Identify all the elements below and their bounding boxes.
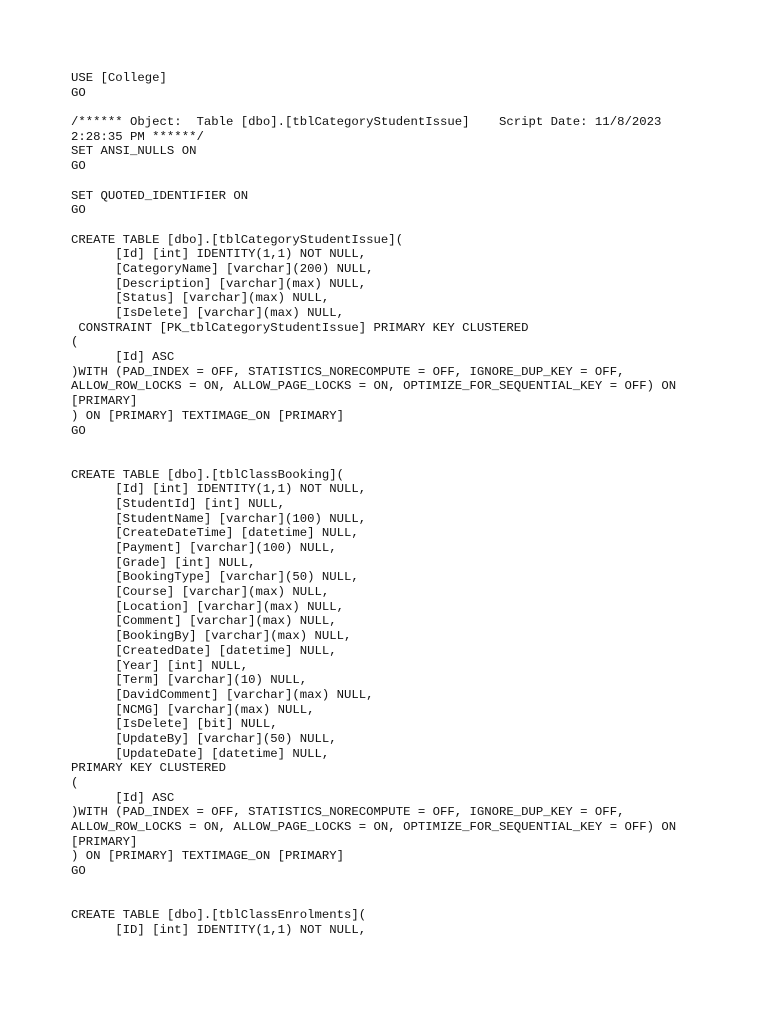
code-line: [Term] [varchar](10) NULL, [71,673,308,688]
code-line: [Id] ASC [71,350,175,365]
code-line: CREATE TABLE [dbo].[tblClassEnrolments]( [71,908,367,923]
code-line: [Grade] [int] NULL, [71,555,256,570]
code-line: [CreatedDate] [datetime] NULL, [71,643,337,658]
code-line: [NCMG] [varchar](max) NULL, [71,702,315,717]
code-line [71,218,751,233]
code-line: ALLOW_ROW_LOCKS = ON, ALLOW_PAGE_LOCKS = ON, OPTIMIZE_FOR_SEQUENTIAL_KEY = OFF) ON [71,820,677,835]
code-line: [Status] [varchar](max) NULL, [71,291,330,306]
code-line: [UpdateBy] [varchar](50) NULL, [71,731,337,746]
sql-script [71,71,751,938]
code-line [71,453,751,468]
code-line: )WITH (PAD_INDEX = OFF, STATISTICS_NORECOMPUTE = OFF, IGNORE_DUP_KEY = OFF, [71,364,625,379]
code-line [71,879,751,894]
document-page [71,71,751,1011]
code-line: 2:28:35 PM ******/ [71,129,204,144]
code-line: [Id] ASC [71,790,175,805]
code-line: [Comment] [varchar](max) NULL, [71,614,337,629]
code-line: [Year] [int] NULL, [71,658,249,673]
code-line: GO [71,864,86,879]
code-line: ALLOW_ROW_LOCKS = ON, ALLOW_PAGE_LOCKS = ON, OPTIMIZE_FOR_SEQUENTIAL_KEY = OFF) ON [71,379,677,394]
code-line: [StudentId] [int] NULL, [71,496,286,511]
code-line: [Id] [int] IDENTITY(1,1) NOT NULL, [71,247,367,262]
code-line: GO [71,423,86,438]
code-line: CONSTRAINT [PK_tblCategoryStudentIssue] PRIMARY KEY CLUSTERED [71,320,529,335]
code-line: [BookingType] [varchar](50) NULL, [71,570,359,585]
code-line: [CreateDateTime] [datetime] NULL, [71,526,359,541]
code-line: [Description] [varchar](max) NULL, [71,276,367,291]
code-line: SET QUOTED_IDENTIFIER ON [71,188,249,203]
code-line: CREATE TABLE [dbo].[tblCategoryStudentIssue]( [71,232,404,247]
code-line: [ID] [int] IDENTITY(1,1) NOT NULL, [71,922,367,937]
code-line: GO [71,159,86,174]
code-line: SET ANSI_NULLS ON [71,144,197,159]
code-line [71,174,751,189]
code-line: [IsDelete] [varchar](max) NULL, [71,306,345,320]
code-line [71,894,751,909]
code-line: ) ON [PRIMARY] TEXTIMAGE_ON [PRIMARY] [71,408,345,423]
code-line: GO [71,203,86,218]
code-line: PRIMARY KEY CLUSTERED [71,761,226,776]
code-line: ( [71,335,79,350]
code-line: [Course] [varchar](max) NULL, [71,585,330,600]
code-line [71,438,751,453]
code-line: [IsDelete] [bit] NULL, [71,717,278,732]
code-line: )WITH (PAD_INDEX = OFF, STATISTICS_NORECOMPUTE = OFF, IGNORE_DUP_KEY = OFF, [71,805,625,820]
code-line: /****** Object: Table [dbo].[tblCategoryStudentIssue] Script Date: 11/8/2023 [71,115,662,130]
code-line: ) ON [PRIMARY] TEXTIMAGE_ON [PRIMARY] [71,849,345,864]
code-line: [PRIMARY] [71,834,138,849]
code-line: [UpdateDate] [datetime] NULL, [71,746,330,761]
code-line: [Location] [varchar](max) NULL, [71,599,345,614]
code-line: [StudentName] [varchar](100) NULL, [71,511,367,526]
code-line: GO [71,85,86,100]
code-line: [Id] [int] IDENTITY(1,1) NOT NULL, [71,482,367,497]
code-line [71,100,751,115]
code-line: [PRIMARY] [71,394,138,409]
code-line: USE [College] [71,71,167,85]
code-line: [Payment] [varchar](100) NULL, [71,541,337,555]
code-line: [BookingBy] [varchar](max) NULL, [71,629,352,644]
code-line: ( [71,776,79,790]
code-line: CREATE TABLE [dbo].[tblClassBooking]( [71,467,345,482]
code-line: [CategoryName] [varchar](200) NULL, [71,261,374,276]
code-line: [DavidComment] [varchar](max) NULL, [71,687,374,702]
